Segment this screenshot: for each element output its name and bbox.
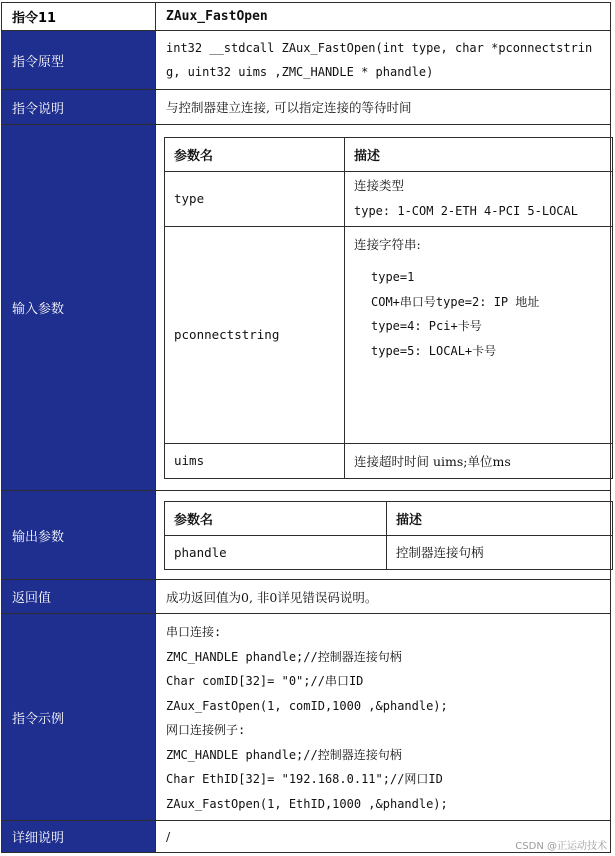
param-desc-pconnectstring: [345, 226, 613, 443]
param-name-uims: uims: [165, 443, 345, 478]
param-desc-line: type: 1-COM 2-ETH 4-PCI 5-LOCAL: [354, 203, 578, 218]
param-desc-uims: 连接超时时间 uims;单位ms: [345, 443, 613, 478]
return-value-text: 成功返回值为0, 非0详见错误码说明。: [156, 580, 611, 614]
output-col-name: 参数名: [165, 501, 387, 535]
return-value-label: 返回值: [2, 580, 156, 614]
param-desc-phandle: 控制器连接句柄: [387, 535, 613, 569]
input-params-table: [164, 137, 613, 479]
prototype-label: 指令原型: [2, 31, 156, 90]
param-desc-line: COM+串口号type=2: IP 地址: [371, 294, 540, 309]
description-row: [2, 90, 611, 125]
output-params-cell: [156, 491, 611, 580]
example-line: 网口连接例子:: [166, 723, 246, 737]
example-label: 指令示例: [2, 614, 156, 821]
param-desc-line: type=4: Pci+卡号: [371, 319, 482, 333]
input-params-header: [165, 137, 613, 171]
header-row: [2, 3, 611, 31]
example-line: Char comID[32]= "0";//串口ID: [166, 674, 364, 688]
return-value-row: [2, 580, 611, 614]
description-label: 指令说明: [2, 90, 156, 125]
param-desc-line: 连接类型: [354, 178, 405, 193]
example-code: [156, 614, 611, 821]
param-name-pconnectstring: pconnectstring: [165, 226, 345, 443]
output-params-row: [2, 491, 611, 580]
input-params-row: [2, 125, 611, 491]
table-row: [165, 443, 613, 478]
example-line: ZMC_HANDLE phandle;//控制器连接句柄: [166, 649, 402, 664]
param-desc-title: 连接字符串:: [354, 236, 421, 252]
watermark: CSDN @正运动技术: [515, 841, 607, 852]
example-line: ZAux_FastOpen(1, EthID,1000 ,&phandle);: [166, 796, 448, 811]
table-row: [165, 171, 613, 226]
output-params-table: [164, 501, 613, 570]
output-params-header: [165, 501, 613, 535]
input-params-label: 输入参数: [2, 125, 156, 491]
example-row: [2, 614, 611, 821]
param-desc-line: type=1: [371, 270, 415, 284]
example-line: ZMC_HANDLE phandle;//控制器连接句柄: [166, 747, 402, 762]
table-row: [165, 535, 613, 569]
param-name-phandle: phandle: [165, 535, 387, 569]
example-line: Char EthID[32]= "192.168.0.11";//网口ID: [166, 772, 443, 786]
input-params-cell: [156, 125, 611, 491]
input-col-name: 参数名: [165, 137, 345, 171]
details-text: /: [156, 821, 611, 853]
api-doc-table: [1, 2, 611, 853]
param-desc-type: [345, 171, 613, 226]
prototype-text: int32 __stdcall ZAux_FastOpen(int type, char *pconnectstring, uint32 uims ,ZMC_HANDLE * phandle): [156, 31, 611, 90]
description-text: 与控制器建立连接, 可以指定连接的等待时间: [156, 90, 611, 125]
details-label: 详细说明: [2, 821, 156, 853]
output-col-desc: 描述: [387, 501, 613, 535]
header-label: 指令11: [2, 3, 156, 31]
header-value: ZAux_FastOpen: [156, 3, 611, 31]
table-row: [165, 226, 613, 443]
param-desc-line: type=5: LOCAL+卡号: [371, 343, 497, 358]
input-col-desc: 描述: [345, 137, 613, 171]
example-line: 串口连接:: [166, 625, 222, 639]
example-line: ZAux_FastOpen(1, comID,1000 ,&phandle);: [166, 698, 448, 713]
prototype-row: [2, 31, 611, 90]
param-name-type: type: [165, 171, 345, 226]
output-params-label: 输出参数: [2, 491, 156, 580]
